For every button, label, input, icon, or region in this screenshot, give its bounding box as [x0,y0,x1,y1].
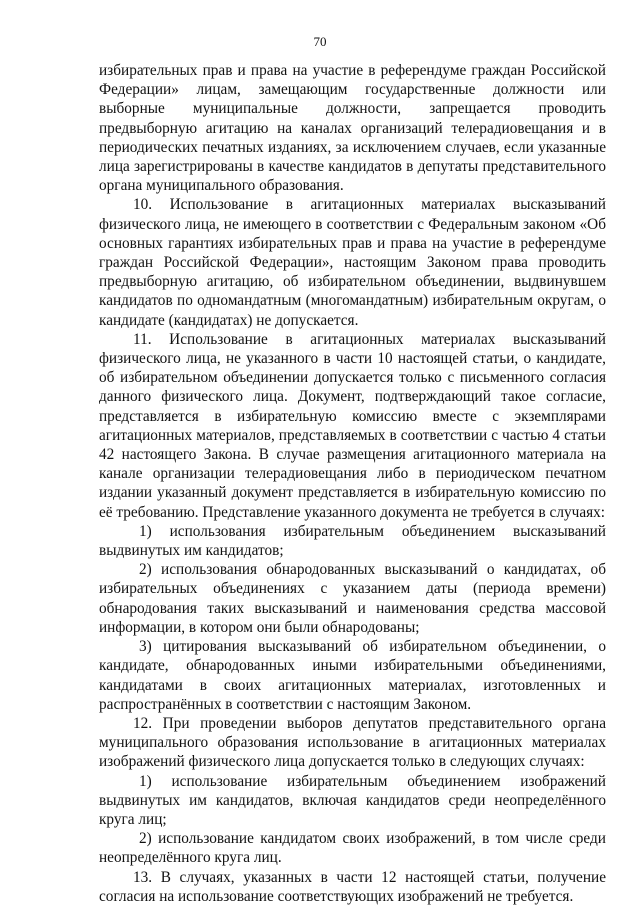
paragraph-12-item-1: 1) использование избирательным объединением изображений выдвинутых им кандидатов, включая кандидатов среди неопределённого круга лиц; [99,772,606,828]
paragraph-13: 13. В случаях, указанных в части 12 настоящей статьи, получение согласия на использование соответствующих изображений не требуется. [99,868,606,905]
paragraph-10: 10. Использование в агитационных материалах высказываний физического лица, не имеющего в соответствии с Федеральным законом «Об основных гарантиях избирательных прав и права на участие в референдуме граждан Российской Федерации», настоящим Законом права проводить предвыборную агитацию, об избирательном объединении, выдвинувшем кандидатов по одномандатным (многомандатным) избирательным округам, о кандидате (кандидатах) не допускается. [99,196,606,329]
page-number: 70 [313,34,327,49]
document-body [99,61,606,906]
paragraph-11-item-2: 2) использования обнародованных высказываний о кандидатах, об избирательных объединениях с указанием даты (периода времени) обнародования таких высказываний и наименования средства массовой информации, в котором они были обнародованы; [99,561,606,636]
paragraph-11-item-1: 1) использования избирательным объединением высказываний выдвинутых им кандидатов; [99,522,606,560]
paragraph-12-item-2: 2) использование кандидатом своих изображений, в том числе среди неопределённого круга лиц. [99,830,606,867]
paragraph-continuation: избирательных прав и права на участие в референдуме граждан Российской Федерации» лицам, замещающим государственные должности или выборные муниципальные должности, запрещается проводить предвыборную агитацию на каналах организаций телерадиовещания и в периодических печатных изданиях, за исключением случаев, если указанные лица зарегистрированы в качестве кандидатов в депутаты представительного органа муниципального образования. [99,62,606,195]
paragraph-11: 11. Использование в агитационных материалах высказываний физического лица, не указанного в части 10 настоящей статьи, о кандидате, об избирательном объединении допускается только с письменного согласия данного физического лица. Документ, подтверждающий такое согласие, представляется в избирательную комиссию вместе с экземплярами агитационных материалов, представляемых в соответствии с частью 4 статьи 42 настоящего Закона. В случае размещения агитационного материала на канале организации телерадиовещания либо в периодическом печатном издании указанный документ представляется в избирательную комиссию по её требованию. Представление указанного документа не требуется в случаях: [99,330,606,521]
paragraph-12: 12. При проведении выборов депутатов представительного органа муниципального образования использование в агитационных материалах изображений физического лица допускается только в следующих случаях: [99,714,606,771]
paragraph-11-item-3: 3) цитирования высказываний об избирательном объединении, о кандидате, обнародованных иными избирательными объединениями, кандидатами в своих агитационных материалах, изготовленных и распространённых в соответствии с настоящим Законом. [99,638,606,713]
